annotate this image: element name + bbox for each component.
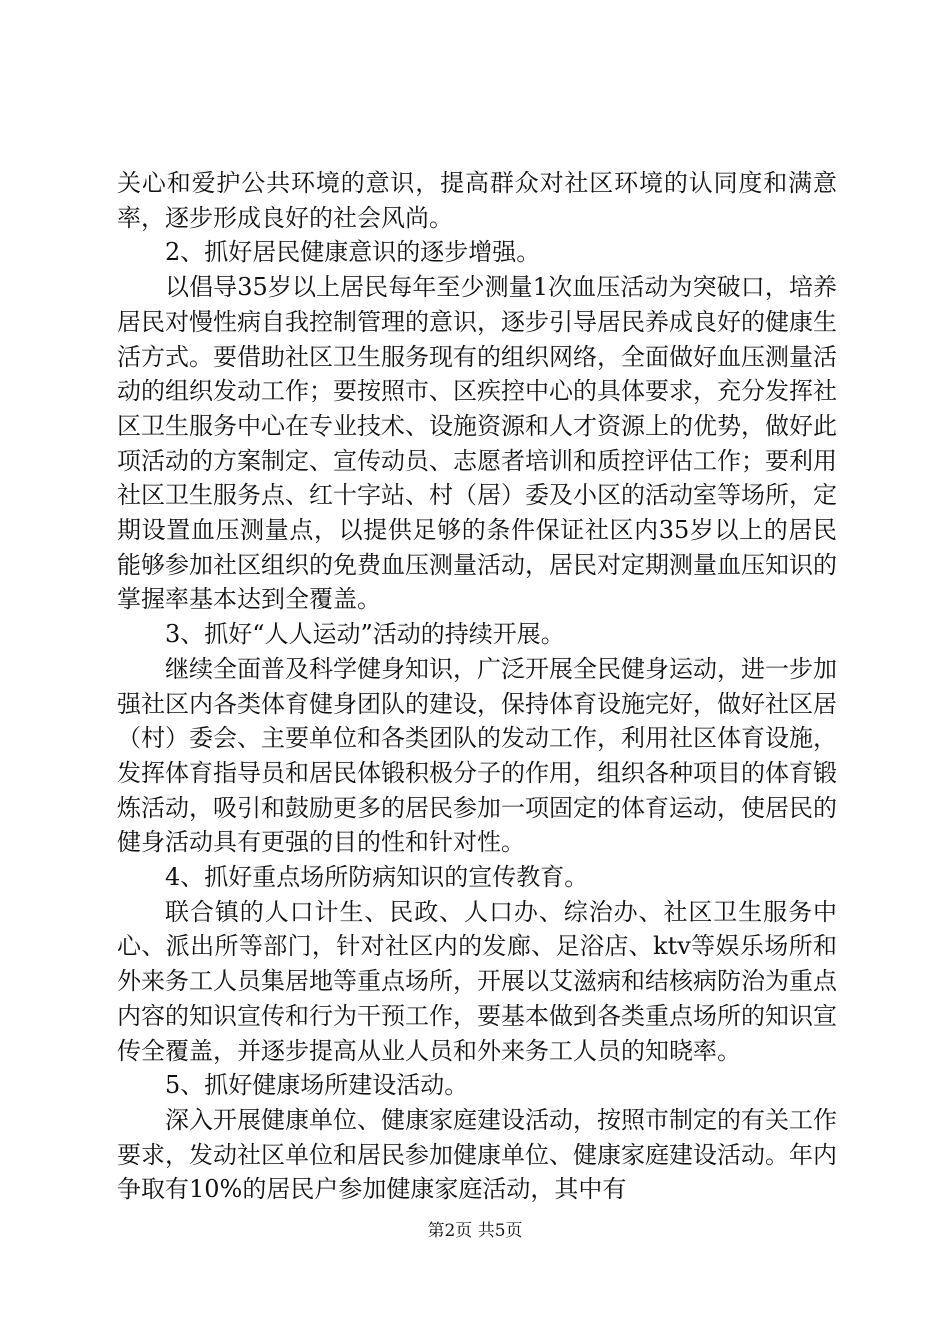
- paragraph-continuation: 关心和爱护公共环境的意识，提高群众对社区环境的认同度和满意率，逐步形成良好的社会风尚。: [117, 169, 837, 232]
- section-heading-2: 2、抓好居民健康意识的逐步增强。: [165, 238, 541, 267]
- section-heading-4: 4、抓好重点场所防病知识的宣传教育。: [165, 863, 589, 892]
- paragraph-fitness: 继续全面普及科学健身知识，广泛开展全民健身运动，进一步加强社区内各类体育健身团队的建设，保持体育设施完好，做好社区居（村）委会、主要单位和各类团队的发动工作，利用社区体育设施，发挥体育指导员和居民体锻积极分子的作用，组织各种项目的体育锻炼活动，吸引和鼓励更多的居民参加一项固定的体育运动，使居民的健身活动具有更强的目的性和针对性。: [117, 654, 837, 857]
- paragraph-disease-prevention: 联合镇的人口计生、民政、人口办、综治办、社区卫生服务中心、派出所等部门，针对社区内的发廊、足浴店、ktv等娱乐场所和外来务工人员集居地等重点场所，开展以艾滋病和结核病防治为重点内容的知识宣传和行为干预工作，要基本做到各类重点场所的知识宣传全覆盖，并逐步提高从业人员和外来务工人员的知晓率。: [117, 897, 837, 1065]
- paragraph-healthy-places: 深入开展健康单位、健康家庭建设活动，按照市制定的有关工作要求，发动社区单位和居民参加健康单位、健康家庭建设活动。年内争取有10%的居民户参加健康家庭活动，其中有: [117, 1105, 837, 1204]
- page-number-footer: 第2页 共5页: [427, 1221, 523, 1241]
- document-body: [117, 166, 837, 1207]
- section-heading-3: 3、抓好“人人运动”活动的持续开展。: [165, 620, 565, 649]
- section-heading-5: 5、抓好健康场所建设活动。: [165, 1071, 469, 1100]
- paragraph-blood-pressure: 以倡导35岁以上居民每年至少测量1次血压活动为突破口，培养居民对慢性病自我控制管理的意识，逐步引导居民养成良好的健康生活方式。要借助社区卫生服务现有的组织网络，全面做好血压测量活动的组织发动工作；要按照市、区疾控中心的具体要求，充分发挥社区卫生服务中心在专业技术、设施资源和人才资源上的优势，做好此项活动的方案制定、宣传动员、志愿者培训和质控评估工作；要利用社区卫生服务点、红十字站、村（居）委及小区的活动室等场所，定期设置血压测量点，以提供足够的条件保证社区内35岁以上的居民能够参加社区组织的免费血压测量活动，居民对定期测量血压知识的掌握率基本达到全覆盖。: [117, 273, 837, 614]
